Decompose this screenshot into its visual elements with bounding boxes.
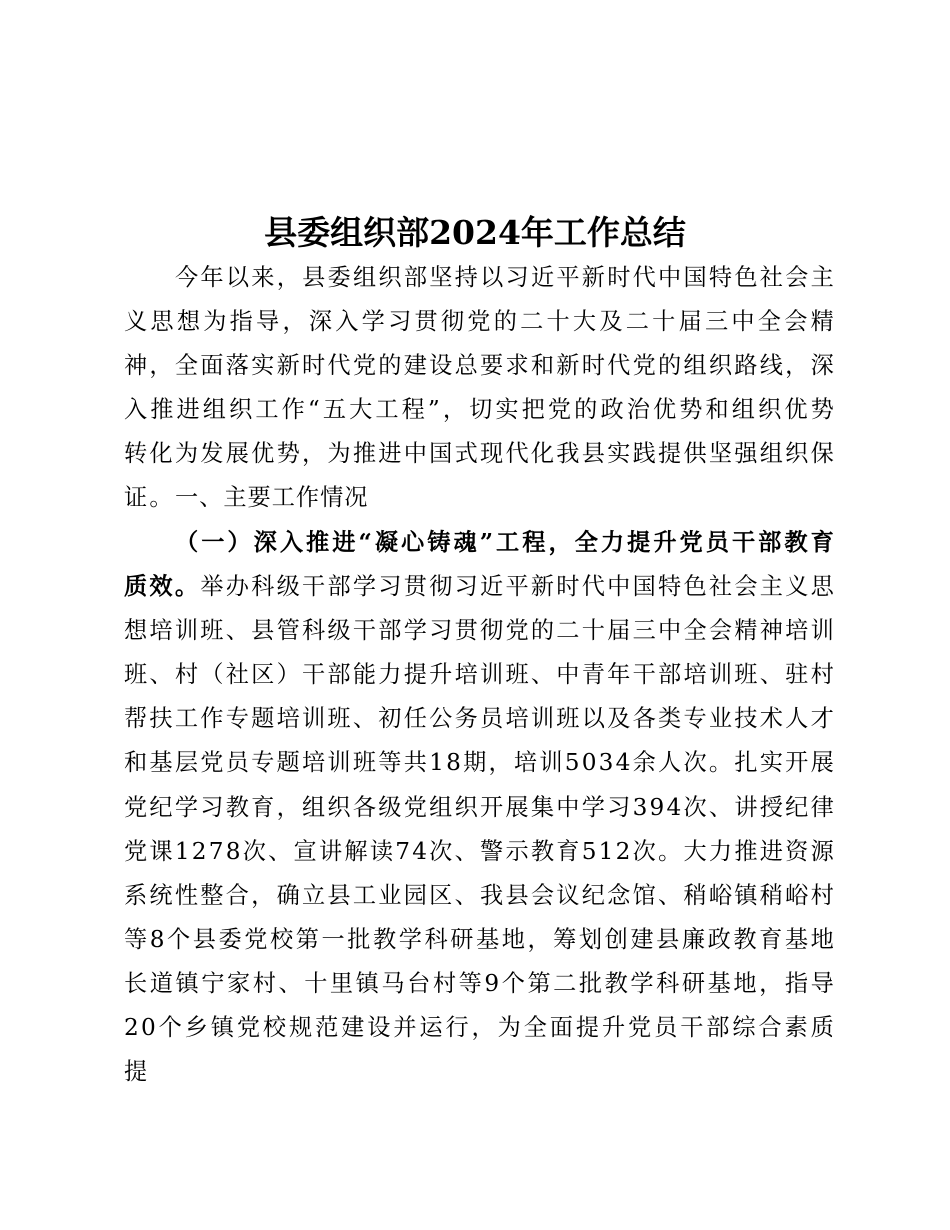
intro-paragraph: 今年以来，县委组织部坚持以习近平新时代中国特色社会主义思想为指导，深入学习贯彻党的二十大及二十届三中全会精神，全面落实新时代党的建设总要求和新时代党的组织路线，深入推进组织工作“五大工程”，切实把党的政治优势和组织优势转化为发展优势，为推进中国式现代化我县实践提供坚强组织保证。 [124, 264, 836, 512]
subsection-lead: （一）深入推进“凝心铸魂”工程，全力提升党员干部教育质效。 [124, 529, 836, 601]
subsection-text: 举办科级干部学习贯彻习近平新时代中国特色社会主义思想培训班、县管科级干部学习贯彻党的二十届三中全会精神培训班、村（社区）干部能力提升培训班、中青年干部培训班、驻村帮扶工作专题培训班、初任公务员培训班以及各类专业技术人才和基层党员专题培训班等共18期，培训5034余人次。扎实开展党纪学习教育，组织各级党组织开展集中学习394次、讲授纪律党课1278次、宣讲解读74次、警示教育512次。大力推进资源系统性整合，确立县工业园区、我县会议纪念馆、稍峪镇稍峪村等8个县委党校第一批教学科研基地，筹划创建县廉政教育基地长道镇宁家村、十里镇马台村等9个第二批教学科研基地，指导20个乡镇党校规范建设并运行，为全面提升党员干部综合素质提 [124, 573, 836, 1086]
document-title: 县委组织部2024年工作总结 [264, 213, 686, 252]
section-heading: 一、主要工作情况 [175, 484, 369, 511]
subsection-paragraph [124, 521, 836, 1094]
